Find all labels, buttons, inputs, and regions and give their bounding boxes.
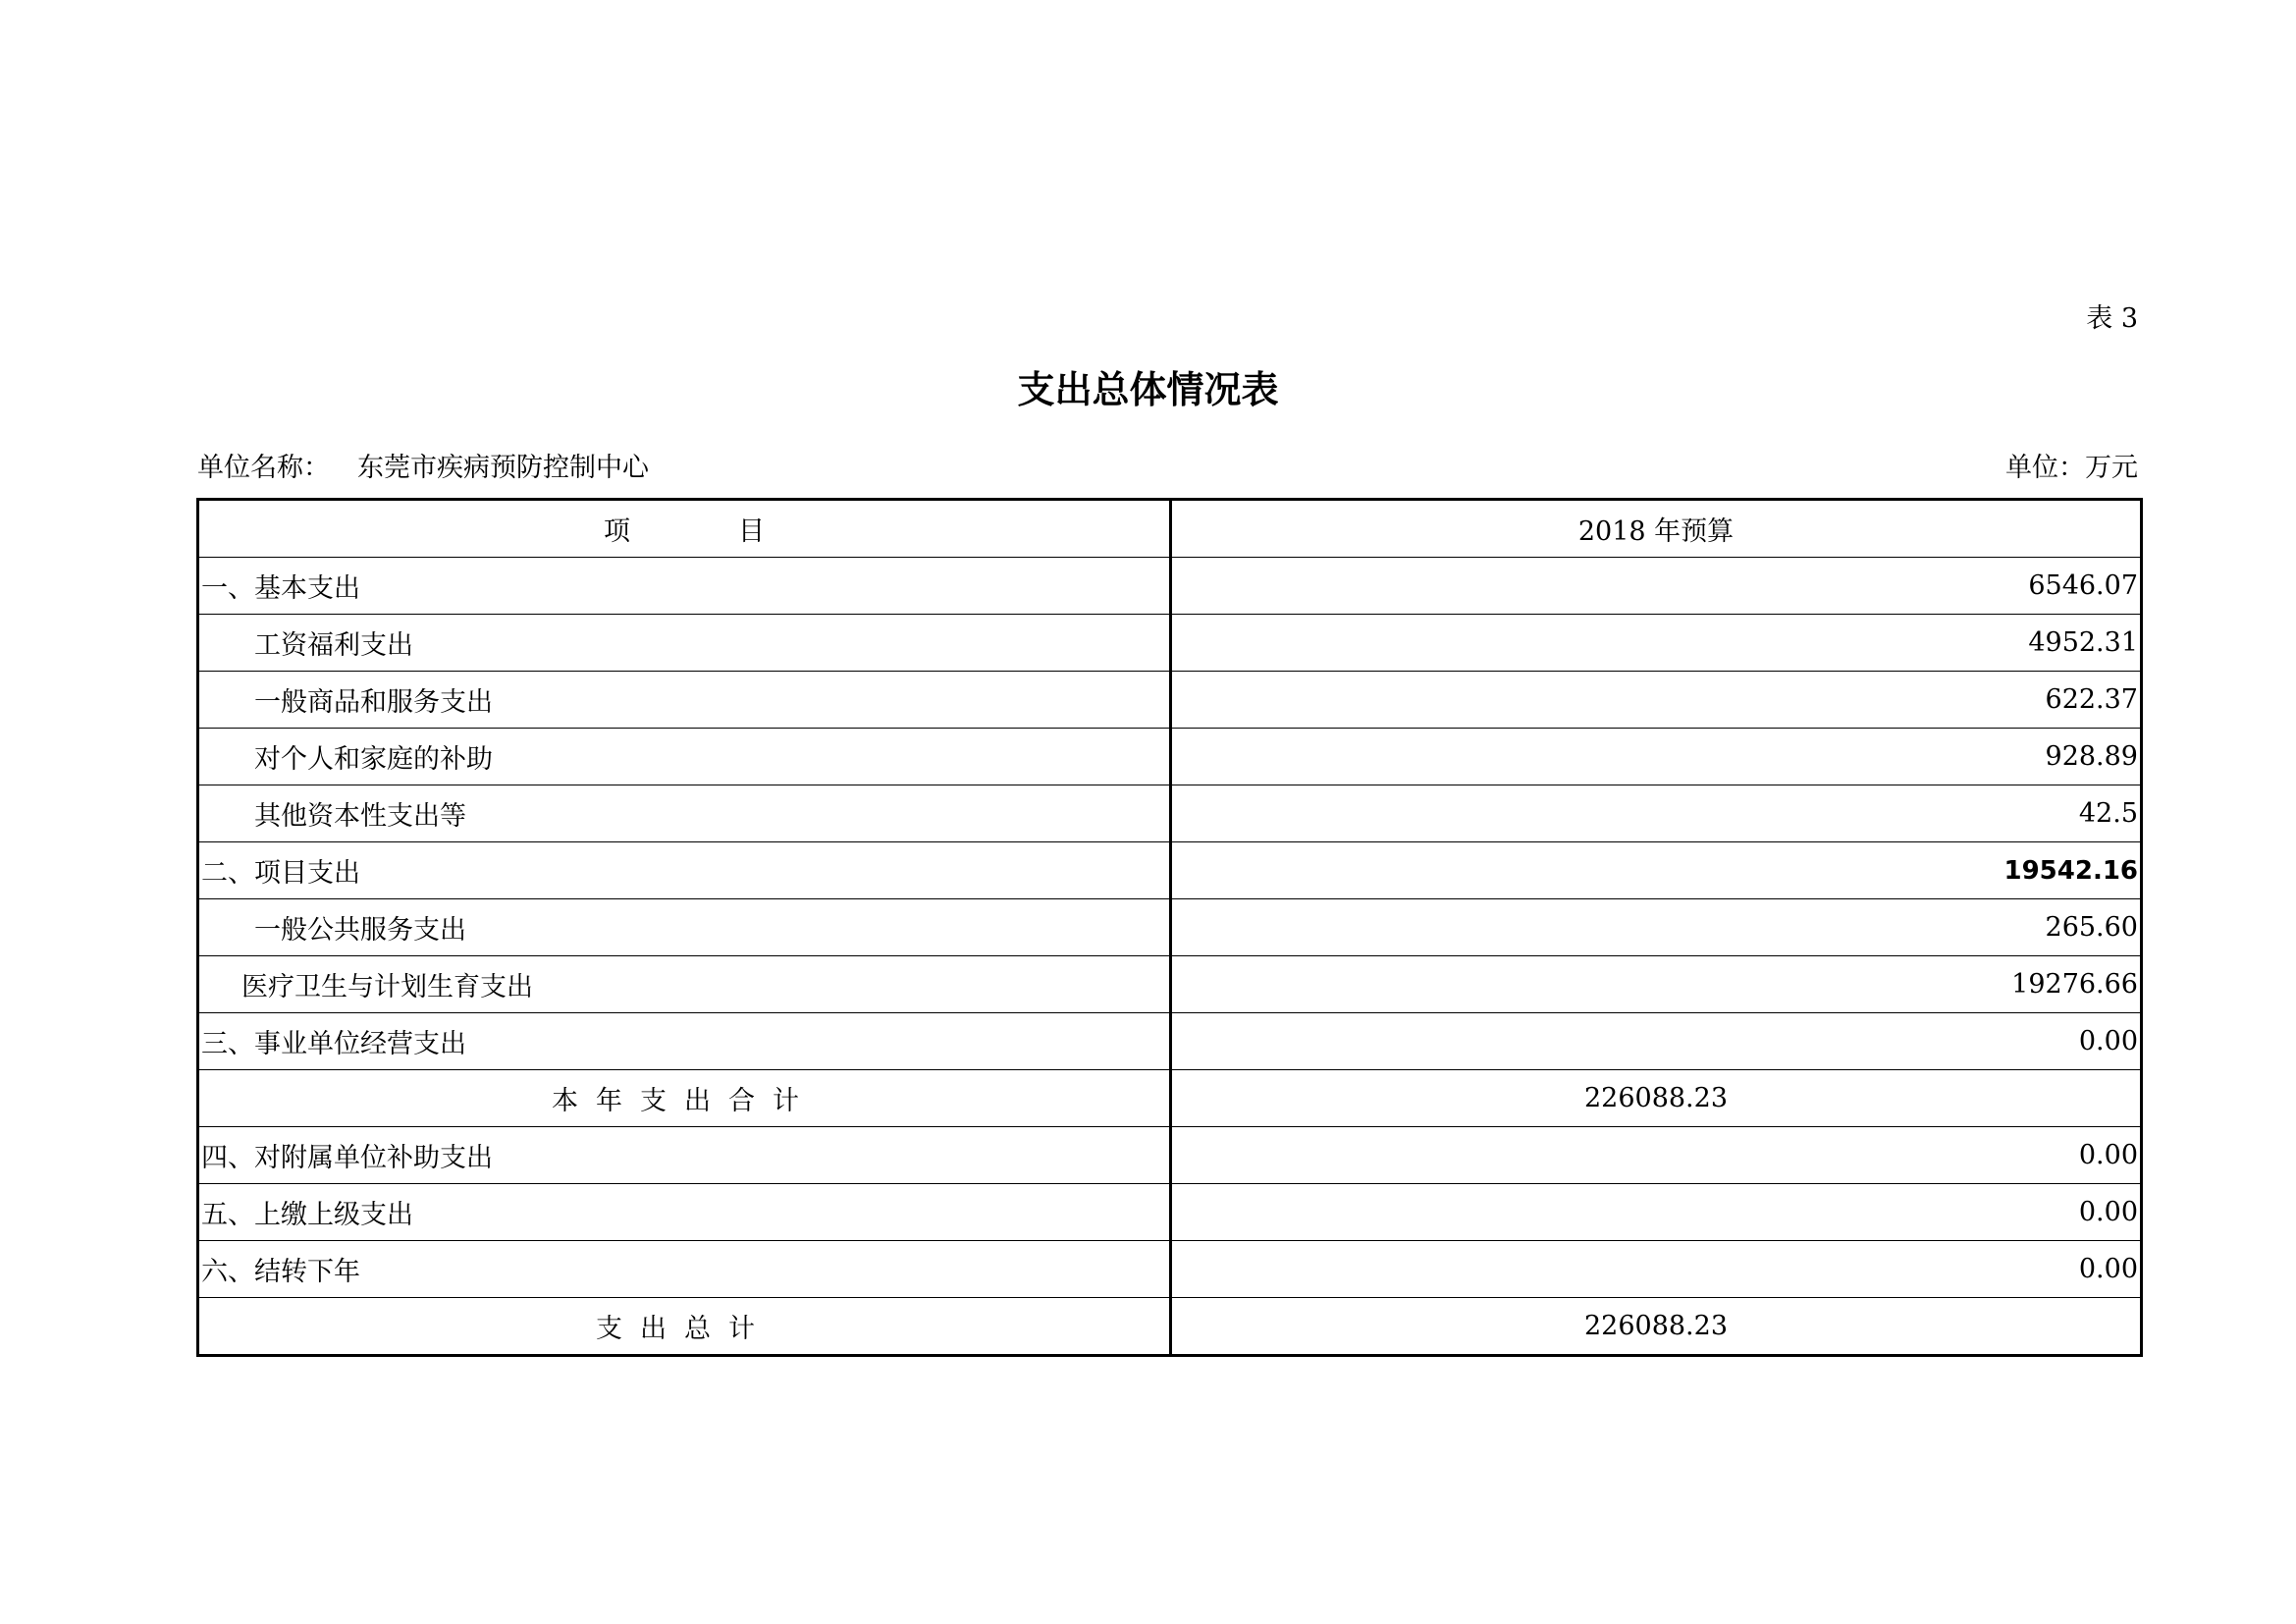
table-row: [198, 672, 2142, 729]
row-value: 42.5: [1171, 785, 2142, 842]
unit-measure: 单位：万元: [2005, 453, 2138, 483]
table-row: [198, 1013, 2142, 1070]
unit-name-label: 单位名称：: [197, 453, 330, 483]
grand-total-value: 226088.23: [1171, 1298, 2142, 1356]
table-row: [198, 785, 2142, 842]
row-value: 928.89: [1171, 729, 2142, 785]
table-header-row: [198, 500, 2142, 558]
row-value: 265.60: [1171, 899, 2142, 956]
row-value: 0.00: [1171, 1184, 2142, 1241]
expenditure-table: [196, 498, 2143, 1357]
subtotal-value: 226088.23: [1171, 1070, 2142, 1127]
row-label: 四、对附属单位补助支出: [198, 1127, 1171, 1184]
row-value: 19542.16: [1171, 842, 2142, 899]
header-item-right: 目: [738, 516, 765, 547]
unit-name: [197, 451, 649, 486]
row-value: 6546.07: [1171, 558, 2142, 615]
row-label: 五、上缴上级支出: [198, 1184, 1171, 1241]
page-title: 支出总体情况表: [1017, 368, 1279, 411]
table-row: [198, 1241, 2142, 1298]
row-label: 工资福利支出: [198, 615, 1171, 672]
table-row: [198, 1127, 2142, 1184]
subtotal-row: [198, 1070, 2142, 1127]
table-row: [198, 842, 2142, 899]
table-row: [198, 899, 2142, 956]
row-label: 一般商品和服务支出: [198, 672, 1171, 729]
row-value: 0.00: [1171, 1127, 2142, 1184]
row-value: 622.37: [1171, 672, 2142, 729]
table-row: [198, 615, 2142, 672]
row-label: 一般公共服务支出: [198, 899, 1171, 956]
table-row: [198, 956, 2142, 1013]
grand-total-row: [198, 1298, 2142, 1356]
subtotal-label: 本年支出合计: [198, 1070, 1171, 1127]
table-row: [198, 729, 2142, 785]
row-label: 对个人和家庭的补助: [198, 729, 1171, 785]
table-row: [198, 1184, 2142, 1241]
table-number: 表 3: [2086, 303, 2138, 334]
table-row: [198, 558, 2142, 615]
row-label: 三、事业单位经营支出: [198, 1013, 1171, 1070]
grand-total-label: 支出总计: [198, 1298, 1171, 1356]
row-label: 二、项目支出: [198, 842, 1171, 899]
row-label: 一、基本支出: [198, 558, 1171, 615]
row-value: 19276.66: [1171, 956, 2142, 1013]
row-value: 0.00: [1171, 1241, 2142, 1298]
row-value: 4952.31: [1171, 615, 2142, 672]
header-item-left: 项: [604, 516, 630, 547]
header-budget-2018: 2018 年预算: [1171, 500, 2142, 558]
row-label: 医疗卫生与计划生育支出: [198, 956, 1171, 1013]
row-value: 0.00: [1171, 1013, 2142, 1070]
row-label: 其他资本性支出等: [198, 785, 1171, 842]
row-label: 六、结转下年: [198, 1241, 1171, 1298]
unit-name-value: 东莞市疾病预防控制中心: [357, 453, 649, 483]
header-item: [198, 500, 1171, 558]
